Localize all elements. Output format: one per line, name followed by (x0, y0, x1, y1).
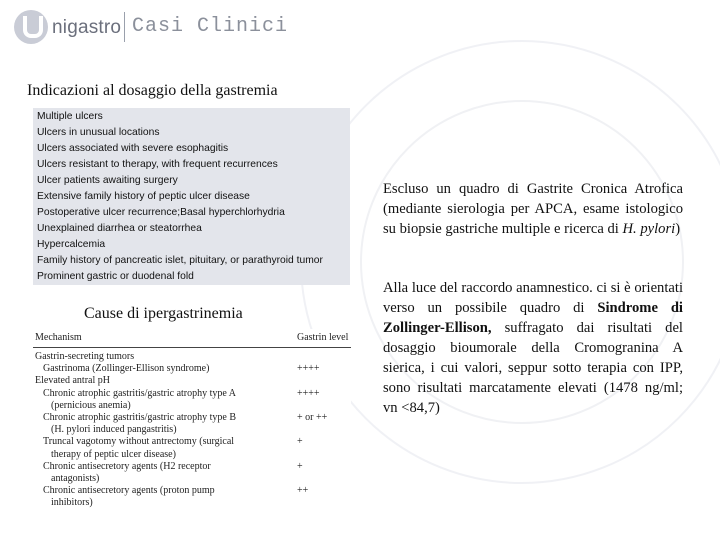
indication-item: Ulcers associated with severe esophagitis (37, 143, 229, 154)
syndrome-name: Sindrome di Zollinger-Ellison, (383, 300, 683, 336)
cause-row-level: + (297, 460, 303, 472)
paragraph-exclusion-text: Escluso un quadro di Gastrite Cronica Atrofica (mediante sierologia per APCA, esame istologico su biopsie gastriche multiple e ricerca di (383, 181, 683, 237)
causes-title: Cause di ipergastrinemia (84, 305, 243, 322)
university-logo-icon (14, 10, 48, 44)
brand-name: nigastro (52, 17, 122, 38)
cause-row-text: Gastrin-secreting tumors (35, 351, 135, 362)
column-header-mechanism: Mechanism (35, 332, 82, 343)
indications-table (33, 108, 350, 285)
cause-row-text: Gastrinoma (Zollinger-Ellison syndrome) (43, 363, 210, 375)
header-bar (0, 0, 720, 58)
cause-row-text: Chronic antisecretory agents (H2 receptor (43, 460, 211, 472)
cause-row-text: Chronic antisecretory agents (proton pump (43, 485, 215, 497)
cause-row-text: therapy of peptic ulcer disease) (51, 448, 176, 460)
indication-item: Family history of pancreatic islet, pituitary, or parathyroid tumor (37, 255, 323, 266)
indication-item: Ulcers resistant to therapy, with frequent recurrences (37, 159, 278, 170)
brand-divider (124, 12, 125, 42)
indication-item: Ulcer patients awaiting surgery (37, 175, 178, 186)
causes-table-header (33, 329, 351, 348)
cause-row-level: + (297, 436, 303, 448)
cause-row-text: inhibitors) (51, 497, 93, 509)
column-header-level: Gastrin level (297, 332, 349, 343)
pathogen-name: H. pylori (622, 221, 676, 237)
paragraph-diagnosis (383, 278, 683, 418)
causes-table (33, 329, 351, 509)
cause-row-level: ++++ (297, 387, 320, 399)
cause-row-level: ++ (297, 485, 309, 497)
indication-item: Unexplained diarrhea or steatorrhea (37, 223, 202, 234)
indication-item: Multiple ulcers (37, 111, 103, 122)
cause-row-text: Chronic atrophic gastritis/gastric atrophy type A (43, 387, 237, 399)
brand-subtitle: Casi Clinici (132, 15, 289, 38)
cause-row-level: + or ++ (297, 412, 328, 423)
indication-item: Ulcers in unusual locations (37, 127, 160, 138)
cause-row-text: Elevated antral pH (35, 375, 110, 387)
indication-item: Prominent gastric or duodenal fold (37, 271, 194, 282)
paragraph-exclusion-end: ) (675, 221, 681, 237)
indication-item: Extensive family history of peptic ulcer disease (37, 191, 250, 202)
cause-row-level: ++++ (297, 363, 320, 375)
cause-row-text: (H. pylori induced pangastritis) (51, 424, 177, 436)
paragraph-diagnosis-end: suffragato dai risultati del dosaggio bioumorale della Cromogranina A sierica, i cui valori, seppur sotto terapia con IPP, sono risultati marcatamente elevati (1478 ng/ml; vn <84,7) (383, 320, 683, 416)
cause-row-text: (pernicious anemia) (51, 399, 131, 411)
cause-row-text: Chronic atrophic gastritis/gastric atrophy type B (43, 412, 237, 423)
paragraph-exclusion (383, 179, 683, 239)
indication-item: Postoperative ulcer recurrence;Basal hyperchlorhydria (37, 207, 285, 218)
paragraph-diagnosis-start: Alla luce del raccordo anamnestico. ci si è orientati verso un possibile quadro di (383, 280, 683, 316)
indication-item: Hypercalcemia (37, 239, 106, 250)
cause-row-text: Truncal vagotomy without antrectomy (surgical (43, 436, 235, 448)
cause-row-text: antagonists) (51, 473, 100, 484)
page-title: Indicazioni al dosaggio della gastremia (27, 82, 278, 99)
